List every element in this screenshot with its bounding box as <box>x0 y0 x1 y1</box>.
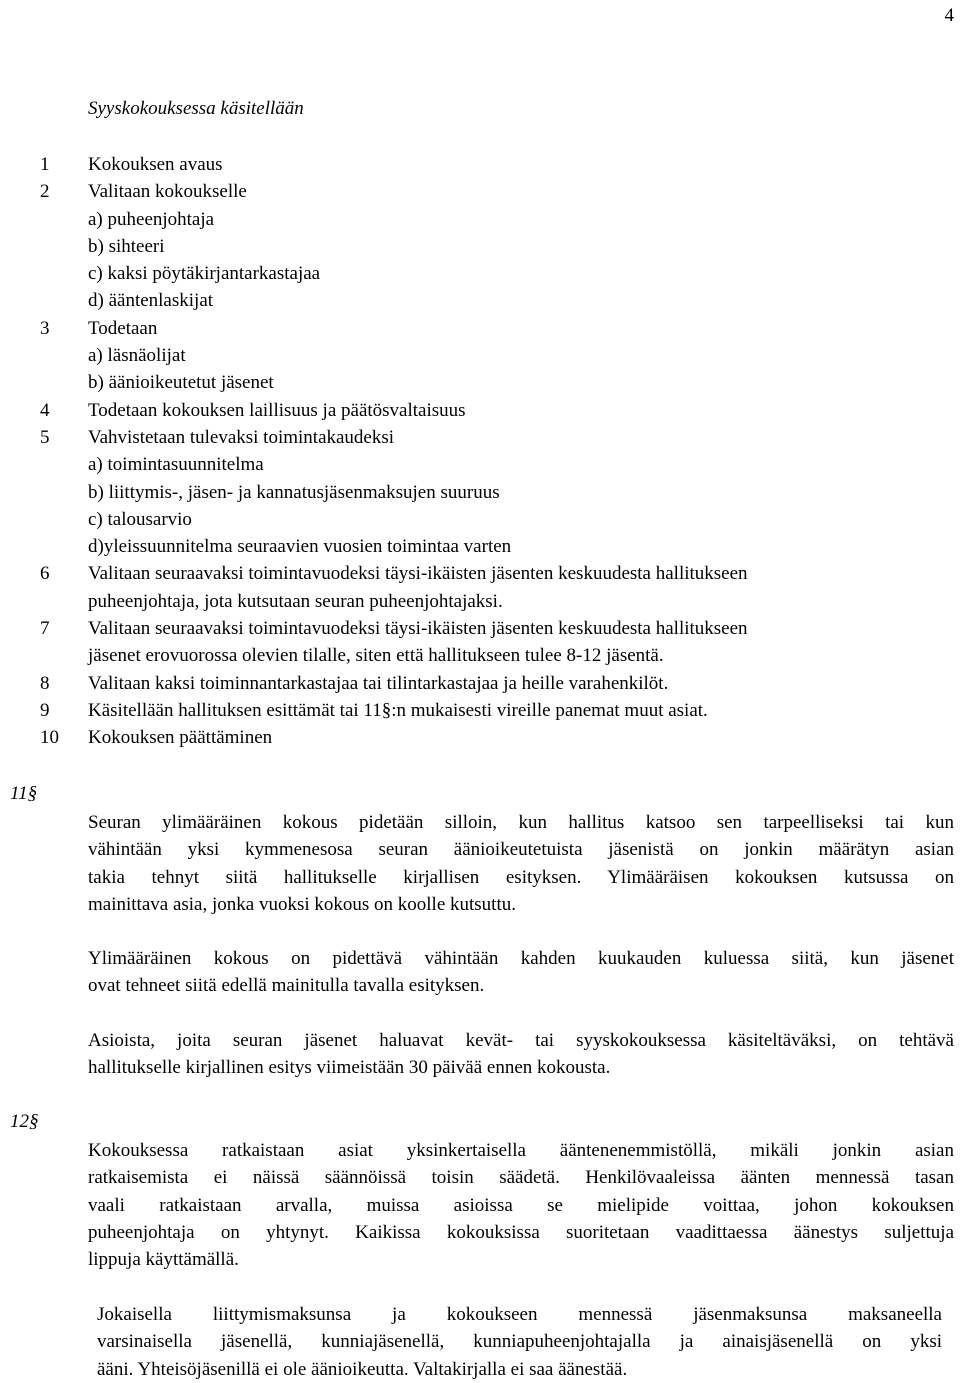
agenda-item-text <box>88 724 940 751</box>
paragraph-line: ääni. Yhteisöjäsenillä ei ole äänioikeutta. Valtakirjalla ei saa äänestää. <box>97 1358 628 1380</box>
agenda-line: d)yleissuunnitelma seuraavien vuosien toimintaa varten <box>88 536 512 558</box>
agenda-item-text <box>88 670 940 697</box>
agenda-item <box>40 424 940 560</box>
agenda-item-number: 8 <box>40 672 50 694</box>
agenda-item-text <box>88 697 940 724</box>
agenda-item <box>40 724 940 751</box>
agenda-line: a) puheenjohtaja <box>88 208 215 230</box>
agenda-item-text <box>88 615 940 670</box>
agenda-item <box>40 315 940 397</box>
paragraph <box>88 1027 954 1082</box>
agenda-item-number: 4 <box>40 399 50 421</box>
agenda-line: Kokouksen päättäminen <box>88 727 273 749</box>
agenda-line: jäsenet erovuorossa olevien tilalle, siten että hallitukseen tulee 8-12 jäsentä. <box>88 645 664 667</box>
agenda-line: b) äänioikeutetut jäsenet <box>88 372 274 394</box>
paragraph-line: hallitukselle kirjallinen esitys viimeistään 30 päivää ennen kokousta. <box>88 1057 611 1079</box>
agenda-line: a) toimintasuunnitelma <box>88 454 264 476</box>
agenda-line: b) sihteeri <box>88 235 165 257</box>
agenda-line: d) ääntenlaskijat <box>88 290 214 312</box>
agenda-line: Valitaan seuraavaksi toimintavuodeksi täysi-ikäisten jäsenten keskuudesta hallitukseen <box>88 563 748 585</box>
paragraph-line: vähintään yksi kymmenesosa seuran äänioikeutetuista jäsenistä on jonkin määrätyn asian <box>88 839 954 861</box>
paragraph-line: vaali ratkaistaan arvalla, muissa asioissa se mielipide voittaa, johon kokouksen <box>88 1194 954 1216</box>
agenda-item <box>40 670 940 697</box>
agenda-line: Käsitellään hallituksen esittämät tai 11§:n mukaisesti vireille panemat muut asiat. <box>88 699 708 721</box>
agenda-item-text <box>88 315 940 397</box>
agenda-item-number: 1 <box>40 154 50 175</box>
paragraph-line: puheenjohtaja on yhtynyt. Kaikissa kokouksissa suoritetaan vaadittaessa äänestys suljettuja <box>88 1221 954 1243</box>
agenda-item-text <box>88 560 940 615</box>
agenda-item-text <box>88 178 940 314</box>
agenda-item-number: 9 <box>40 699 50 721</box>
paragraph-line: Kokouksessa ratkaistaan asiat yksinkertaisella ääntenenemmistöllä, mikäli jonkin asian <box>88 1140 954 1161</box>
paragraph <box>88 809 954 918</box>
agenda-item <box>40 151 940 178</box>
agenda-item-number: 10 <box>40 727 59 749</box>
agenda-line: Valitaan kokoukselle <box>88 181 247 203</box>
agenda-item-number: 7 <box>40 618 50 640</box>
agenda-line: Todetaan kokouksen laillisuus ja päätösvaltaisuus <box>88 399 466 421</box>
agenda-item-text <box>88 151 940 178</box>
section-label-11: 11§ <box>10 783 38 804</box>
paragraph-line: takia tehnyt siitä hallitukselle kirjallisen esityksen. Ylimääräisen kokouksen kutsussa on <box>88 866 954 888</box>
agenda-item <box>40 397 940 424</box>
agenda-item-number: 5 <box>40 426 50 448</box>
paragraph-line: mainittava asia, jonka vuoksi kokous on koolle kutsuttu. <box>88 893 516 915</box>
agenda-item-text <box>88 397 940 424</box>
paragraph-line: ratkaisemista ei näissä säännöissä toisin säädetä. Henkilövaaleissa äänten mennessä tasan <box>88 1167 954 1189</box>
agenda-list <box>40 151 940 752</box>
agenda-item <box>40 697 940 724</box>
agenda-item-number: 3 <box>40 317 50 339</box>
paragraph-line: varsinaisella jäsenellä, kunniajäsenellä, kunniapuheenjohtajalla ja ainaisjäsenellä on yksi <box>97 1331 942 1353</box>
section-label-12: 12§ <box>10 1111 39 1132</box>
paragraph <box>88 1137 954 1273</box>
section-heading: Syyskokouksessa käsitellään <box>88 98 304 119</box>
agenda-line: b) liittymis-, jäsen- ja kannatusjäsenmaksujen suuruus <box>88 481 500 503</box>
agenda-line: Todetaan <box>88 317 158 339</box>
agenda-item <box>40 178 940 314</box>
agenda-item <box>40 615 940 670</box>
paragraph-line: Asioista, joita seuran jäsenet haluavat kevät- tai syyskokouksessa käsiteltäväksi, on tehtävä <box>88 1030 954 1051</box>
agenda-line: Valitaan seuraavaksi toimintavuodeksi täysi-ikäisten jäsenten keskuudesta hallitukseen <box>88 618 748 640</box>
paragraph-line: Ylimääräinen kokous on pidettävä vähintään kahden kuukauden kuluessa siitä, kun jäsenet <box>88 948 954 969</box>
paragraph-line: Seuran ylimääräinen kokous pidetään silloin, kun hallitus katsoo sen tarpeelliseksi tai kun <box>88 812 954 833</box>
agenda-line: Kokouksen avaus <box>88 154 223 175</box>
paragraph-line: lippuja käyttämällä. <box>88 1249 239 1271</box>
agenda-line: Valitaan kaksi toiminnantarkastajaa tai tilintarkastajaa ja heille varahenkilöt. <box>88 672 669 694</box>
agenda-line: c) talousarvio <box>88 508 192 530</box>
paragraph-line: Jokaisella liittymismaksunsa ja kokoukseen mennessä jäsenmaksunsa maksaneella <box>97 1304 942 1325</box>
paragraph <box>97 1301 942 1383</box>
agenda-item <box>40 560 940 615</box>
agenda-line: Vahvistetaan tulevaksi toimintakaudeksi <box>88 426 395 448</box>
paragraph-line: ovat tehneet siitä edellä mainitulla tavalla esityksen. <box>88 975 485 997</box>
page-number: 4 <box>944 5 954 26</box>
agenda-item-number: 6 <box>40 563 50 585</box>
paragraph <box>88 945 954 1000</box>
agenda-line: a) läsnäolijat <box>88 345 186 367</box>
agenda-item-text <box>88 424 940 560</box>
agenda-item-number: 2 <box>40 181 50 203</box>
agenda-line: c) kaksi pöytäkirjantarkastajaa <box>88 263 321 285</box>
agenda-line: puheenjohtaja, jota kutsutaan seuran puheenjohtajaksi. <box>88 590 503 612</box>
